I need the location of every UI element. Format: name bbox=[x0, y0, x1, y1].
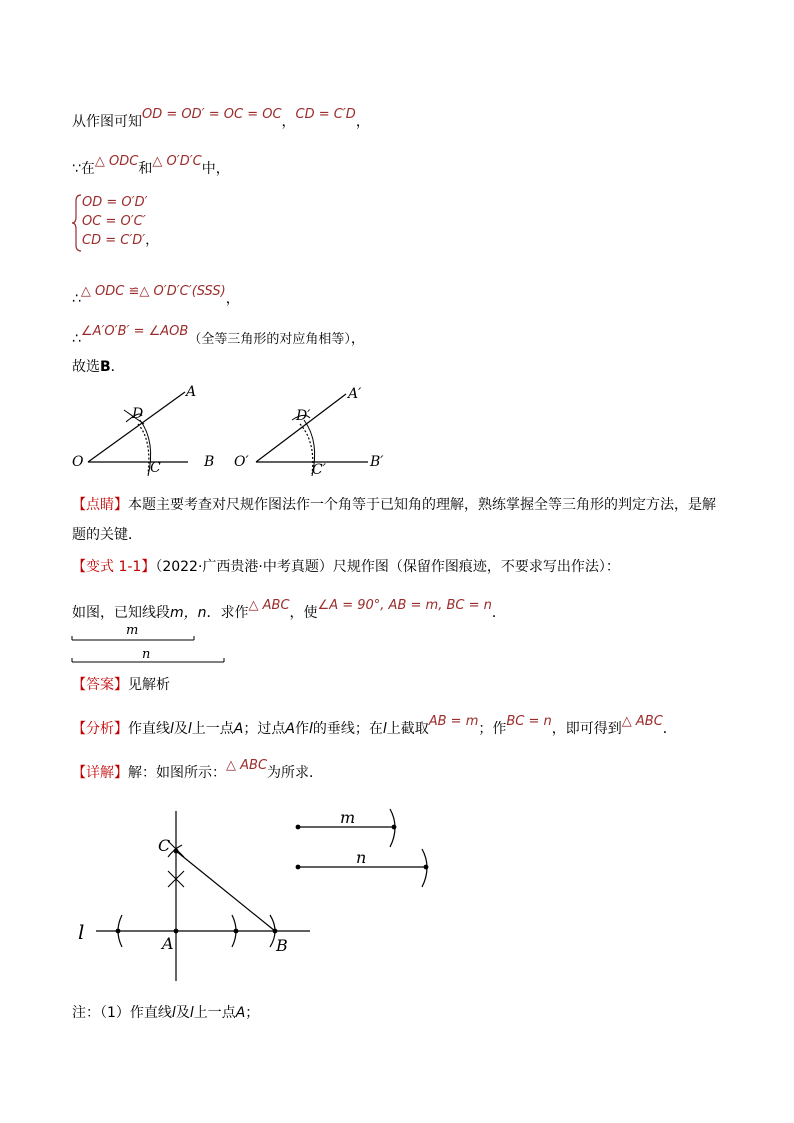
proof-line-1 bbox=[72, 107, 370, 132]
label-D-prime: D′ bbox=[296, 408, 311, 424]
text: 如图，已知线段 bbox=[72, 605, 170, 621]
detail-line bbox=[72, 758, 324, 783]
section-tag: 【分析】 bbox=[72, 721, 128, 737]
text: ， bbox=[281, 114, 296, 130]
math-expression: △ ODC ≌△ O′D′C′(SSS) bbox=[80, 284, 226, 299]
point-A bbox=[174, 929, 179, 934]
label-n: n bbox=[142, 647, 151, 662]
label-C-prime: C′ bbox=[312, 462, 326, 478]
section-tag: 【点睛】 bbox=[72, 497, 128, 513]
dianjing-line-2 bbox=[72, 526, 142, 544]
label-l: l bbox=[78, 920, 85, 944]
math-expression: △ ABC bbox=[621, 714, 663, 729]
ray-oa bbox=[88, 392, 185, 462]
math-expression: △ ABC bbox=[248, 598, 290, 613]
math-expression: OD = OD′ = OC = OC bbox=[142, 107, 282, 122]
segment-bc bbox=[176, 851, 275, 931]
text: 尺规作图（保留作图痕迹，不要求写出作法）： bbox=[332, 559, 620, 575]
label-O: O bbox=[72, 454, 84, 470]
math-expression: △ O′D′C bbox=[152, 154, 202, 169]
proof-line-2 bbox=[72, 154, 230, 179]
answer-line bbox=[72, 676, 170, 694]
text: 为所求． bbox=[267, 765, 324, 781]
text: ∴ bbox=[72, 291, 81, 307]
equation-row: CD = C′D′ bbox=[82, 233, 146, 248]
text: 题的关键． bbox=[72, 527, 142, 543]
text: 本题主要考查对尺规作图法作一个角等于已知角的理解，熟练掌握全等三角形的判定方法，是解 bbox=[128, 497, 716, 513]
text: 中， bbox=[201, 161, 230, 177]
note-line: 注：（1）作直线l及l上一点A； bbox=[72, 1005, 260, 1021]
label-C: C bbox=[158, 836, 171, 855]
source-text: （2022·广西贵港·中考真题） bbox=[155, 559, 333, 575]
variant-heading bbox=[72, 558, 620, 576]
dashed-arc bbox=[138, 424, 149, 474]
math-expression: ∠A = 90°, AB = m, BC = n bbox=[317, 598, 492, 613]
section-tag: 【变式 1-1】 bbox=[72, 559, 156, 575]
proof-line-4 bbox=[72, 284, 240, 309]
math-expression: △ ODC bbox=[94, 154, 139, 169]
given-segments bbox=[66, 620, 236, 666]
text: 见解析 bbox=[128, 677, 170, 693]
text: 从作图可知 bbox=[72, 114, 142, 130]
section-tag: 【答案】 bbox=[72, 677, 128, 693]
equation-row: OD = O′D′ bbox=[82, 195, 148, 210]
label-B-prime: B′ bbox=[370, 454, 384, 470]
label-A: A bbox=[186, 384, 197, 400]
text: ， bbox=[145, 233, 159, 248]
text: 和 bbox=[138, 161, 153, 177]
angle-construction-figure bbox=[60, 380, 400, 480]
label-A: A bbox=[162, 934, 174, 953]
text: ， bbox=[355, 114, 370, 130]
math-expression: BC = n bbox=[506, 714, 552, 729]
text: ，使 bbox=[289, 605, 318, 621]
math-expression: AB = m bbox=[428, 714, 479, 729]
text: ， bbox=[225, 291, 240, 307]
proof-line-5 bbox=[72, 324, 365, 349]
label-D: D bbox=[132, 406, 144, 422]
equation-rows bbox=[82, 193, 158, 250]
equation-row: OC = O′C′ bbox=[82, 214, 146, 229]
label-A-prime: A′ bbox=[348, 386, 362, 402]
variables: m，n bbox=[170, 605, 207, 621]
label-n: n bbox=[356, 848, 367, 867]
text: ∴ bbox=[72, 331, 81, 347]
text: ∵在 bbox=[72, 161, 95, 177]
section-tag: 【详解】 bbox=[72, 765, 128, 781]
equation-system bbox=[72, 193, 212, 253]
label-B: B bbox=[204, 454, 215, 470]
math-expression: ∠A′O′B′ = ∠AOB bbox=[80, 324, 189, 339]
proof-line-6 bbox=[72, 358, 125, 376]
math-expression: △ ABC bbox=[226, 758, 268, 773]
label-C: C bbox=[150, 460, 161, 476]
text: ． bbox=[491, 605, 506, 621]
text: 解：如图所示： bbox=[128, 765, 226, 781]
label-B: B bbox=[276, 936, 288, 955]
ray-o-a-prime bbox=[256, 394, 346, 462]
triangle-construction-figure bbox=[70, 805, 450, 990]
label-m: m bbox=[126, 623, 139, 638]
text: ．求作 bbox=[206, 605, 249, 621]
reason-note: （全等三角形的对应角相等） bbox=[188, 332, 351, 347]
text: ， bbox=[350, 331, 365, 347]
dianjing-line-1 bbox=[72, 496, 716, 514]
text: 注：（1）作直线 bbox=[72, 1005, 172, 1021]
text: 故选 bbox=[72, 359, 100, 375]
label-m: m bbox=[340, 808, 356, 827]
label-O-prime: O′ bbox=[234, 454, 249, 470]
text: ． bbox=[110, 359, 125, 375]
analysis-line: 【分析】作直线l及l上一点A；过点A作l的垂线；在l上截取AB = m；作BC = n，即可得到△ ABC． bbox=[72, 714, 677, 737]
answer-choice: B bbox=[100, 359, 111, 375]
math-expression: CD = C′D bbox=[295, 107, 356, 122]
